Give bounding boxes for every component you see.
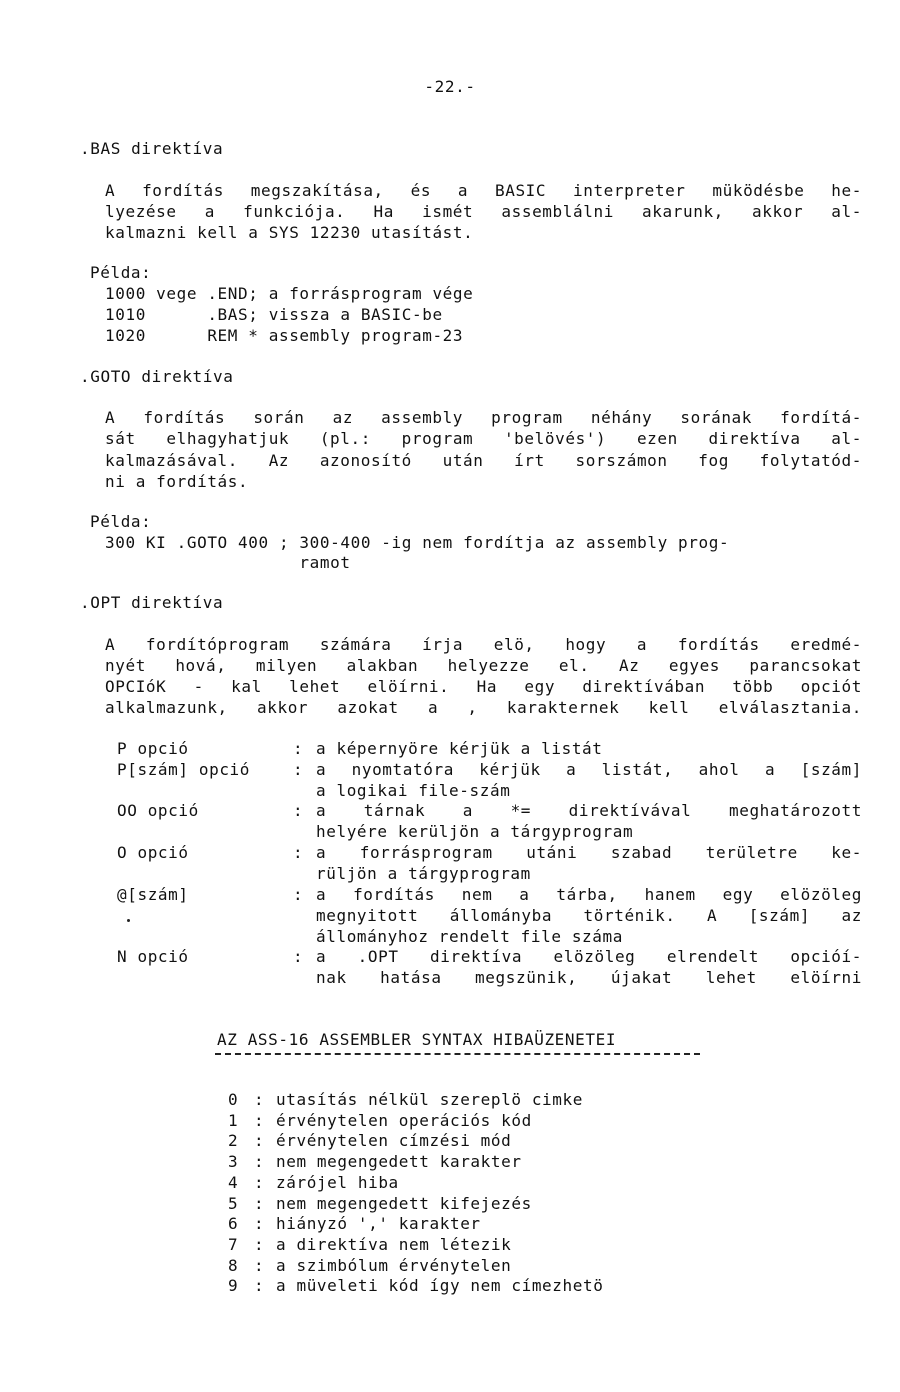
option-desc: megnyitott állományba történik. A [szám] az: [316, 906, 862, 925]
option-colon: :: [293, 843, 304, 862]
example-line: 1020 REM * assembly program-23: [105, 326, 464, 345]
option-desc: a fordítás nem a tárba, hanem egy elözöleg: [316, 885, 862, 904]
error-text: érvénytelen operációs kód: [276, 1111, 532, 1130]
option-desc: helyére kerüljön a tárgyprogram: [316, 822, 634, 841]
option-desc: a logikai file-szám: [316, 781, 511, 800]
option-desc: a forrásprogram utáni szabad területre ke-: [316, 843, 862, 862]
option-desc: nak hatása megszünik, újakat lehet elöírni: [316, 968, 862, 987]
section-heading-bas: .BAS direktíva: [80, 139, 224, 158]
paragraph-line: alkalmazunk, akkor azokat a , karakternek kell elválasztania.: [105, 698, 862, 717]
error-colon: :: [254, 1173, 265, 1192]
error-colon: :: [254, 1194, 265, 1213]
errors-title: AZ ASS-16 ASSEMBLER SYNTAX HIBAÜZENETEI: [217, 1030, 617, 1049]
error-colon: :: [254, 1235, 265, 1254]
option-name: P[szám] opció: [117, 760, 251, 779]
error-text: nem megengedett karakter: [276, 1152, 522, 1171]
example-line: 300 KI .GOTO 400 ; 300-400 -ig nem fordítja az assembly prog-: [105, 533, 730, 552]
option-desc: állományhoz rendelt file száma: [316, 927, 623, 946]
paragraph-line: lyezése a funkciója. Ha ismét assemblálni akarunk, akkor al-: [105, 202, 862, 221]
error-text: a szimbólum érvénytelen: [276, 1256, 512, 1275]
error-code: 6: [228, 1214, 239, 1233]
error-text: érvénytelen címzési mód: [276, 1131, 512, 1150]
error-code: 7: [228, 1235, 239, 1254]
option-name: P opció: [117, 739, 189, 758]
error-colon: :: [254, 1276, 265, 1295]
option-colon: :: [293, 947, 304, 966]
option-name: O opció: [117, 843, 189, 862]
option-colon: :: [293, 760, 304, 779]
error-code: 0: [228, 1090, 239, 1109]
error-code: 1: [228, 1111, 239, 1130]
example-line: ramot: [105, 553, 351, 572]
error-text: a direktíva nem létezik: [276, 1235, 512, 1254]
option-colon: :: [293, 885, 304, 904]
example-line: 1000 vege .END; a forrásprogram vége: [105, 284, 474, 303]
error-text: zárójel hiba: [276, 1173, 399, 1192]
error-code: 5: [228, 1194, 239, 1213]
paragraph-line: sát elhagyhatjuk (pl.: program 'belövés') ezen direktíva al-: [105, 429, 862, 448]
section-heading-opt: .OPT direktíva: [80, 593, 224, 612]
paragraph-line: A fordítás megszakítása, és a BASIC interpreter müködésbe he-: [105, 181, 862, 200]
error-code: 8: [228, 1256, 239, 1275]
error-colon: :: [254, 1256, 265, 1275]
option-desc: a képernyöre kérjük a listát: [316, 739, 603, 758]
error-code: 9: [228, 1276, 239, 1295]
option-desc: a tárnak a *= direktívával meghatározott: [316, 801, 862, 820]
error-text: a müveleti kód így nem címezhetö: [276, 1276, 604, 1295]
option-colon: :: [293, 801, 304, 820]
paragraph-line: OPCIóK - kal lehet elöírni. Ha egy direktívában több opciót: [105, 677, 862, 696]
option-name: N opció: [117, 947, 189, 966]
option-colon: :: [293, 739, 304, 758]
option-desc: a nyomtatóra kérjük a listát, ahol a [szám]: [316, 760, 862, 779]
error-text: hiányzó ',' karakter: [276, 1214, 481, 1233]
error-colon: :: [254, 1131, 265, 1150]
error-colon: :: [254, 1214, 265, 1233]
option-desc: rüljön a tárgyprogram: [316, 864, 531, 883]
option-name: OO opció: [117, 801, 199, 820]
error-text: nem megengedett kifejezés: [276, 1194, 532, 1213]
page-number: -22.-: [424, 77, 476, 96]
option-desc: a .OPT direktíva elözöleg elrendelt opcióí-: [316, 947, 862, 966]
paragraph-line: kalmazni kell a SYS 12230 utasítást.: [105, 223, 474, 242]
section-heading-goto: .GOTO direktíva: [80, 367, 234, 386]
error-colon: :: [254, 1090, 265, 1109]
paragraph-line: kalmazásával. Az azonosító után írt sorszámon fog folytatód-: [105, 451, 862, 470]
error-code: 2: [228, 1131, 239, 1150]
paragraph-line: A fordítás során az assembly program néhány sorának fordítá-: [105, 408, 862, 427]
example-line: 1010 .BAS; vissza a BASIC-be: [105, 305, 443, 324]
title-underline: [215, 1053, 700, 1055]
error-text: utasítás nélkül szereplö cimke: [276, 1090, 583, 1109]
speck-mark: [127, 919, 130, 922]
error-code: 4: [228, 1173, 239, 1192]
error-colon: :: [254, 1111, 265, 1130]
example-label: Példa:: [90, 263, 152, 282]
option-name: @[szám]: [117, 885, 189, 904]
paragraph-line: nyét hová, milyen alakban helyezze el. Az egyes parancsokat: [105, 656, 862, 675]
example-label: Példa:: [90, 512, 152, 531]
error-code: 3: [228, 1152, 239, 1171]
error-colon: :: [254, 1152, 265, 1171]
paragraph-line: A fordítóprogram számára írja elö, hogy a fordítás eredmé-: [105, 635, 862, 654]
paragraph-line: ni a fordítás.: [105, 472, 249, 491]
